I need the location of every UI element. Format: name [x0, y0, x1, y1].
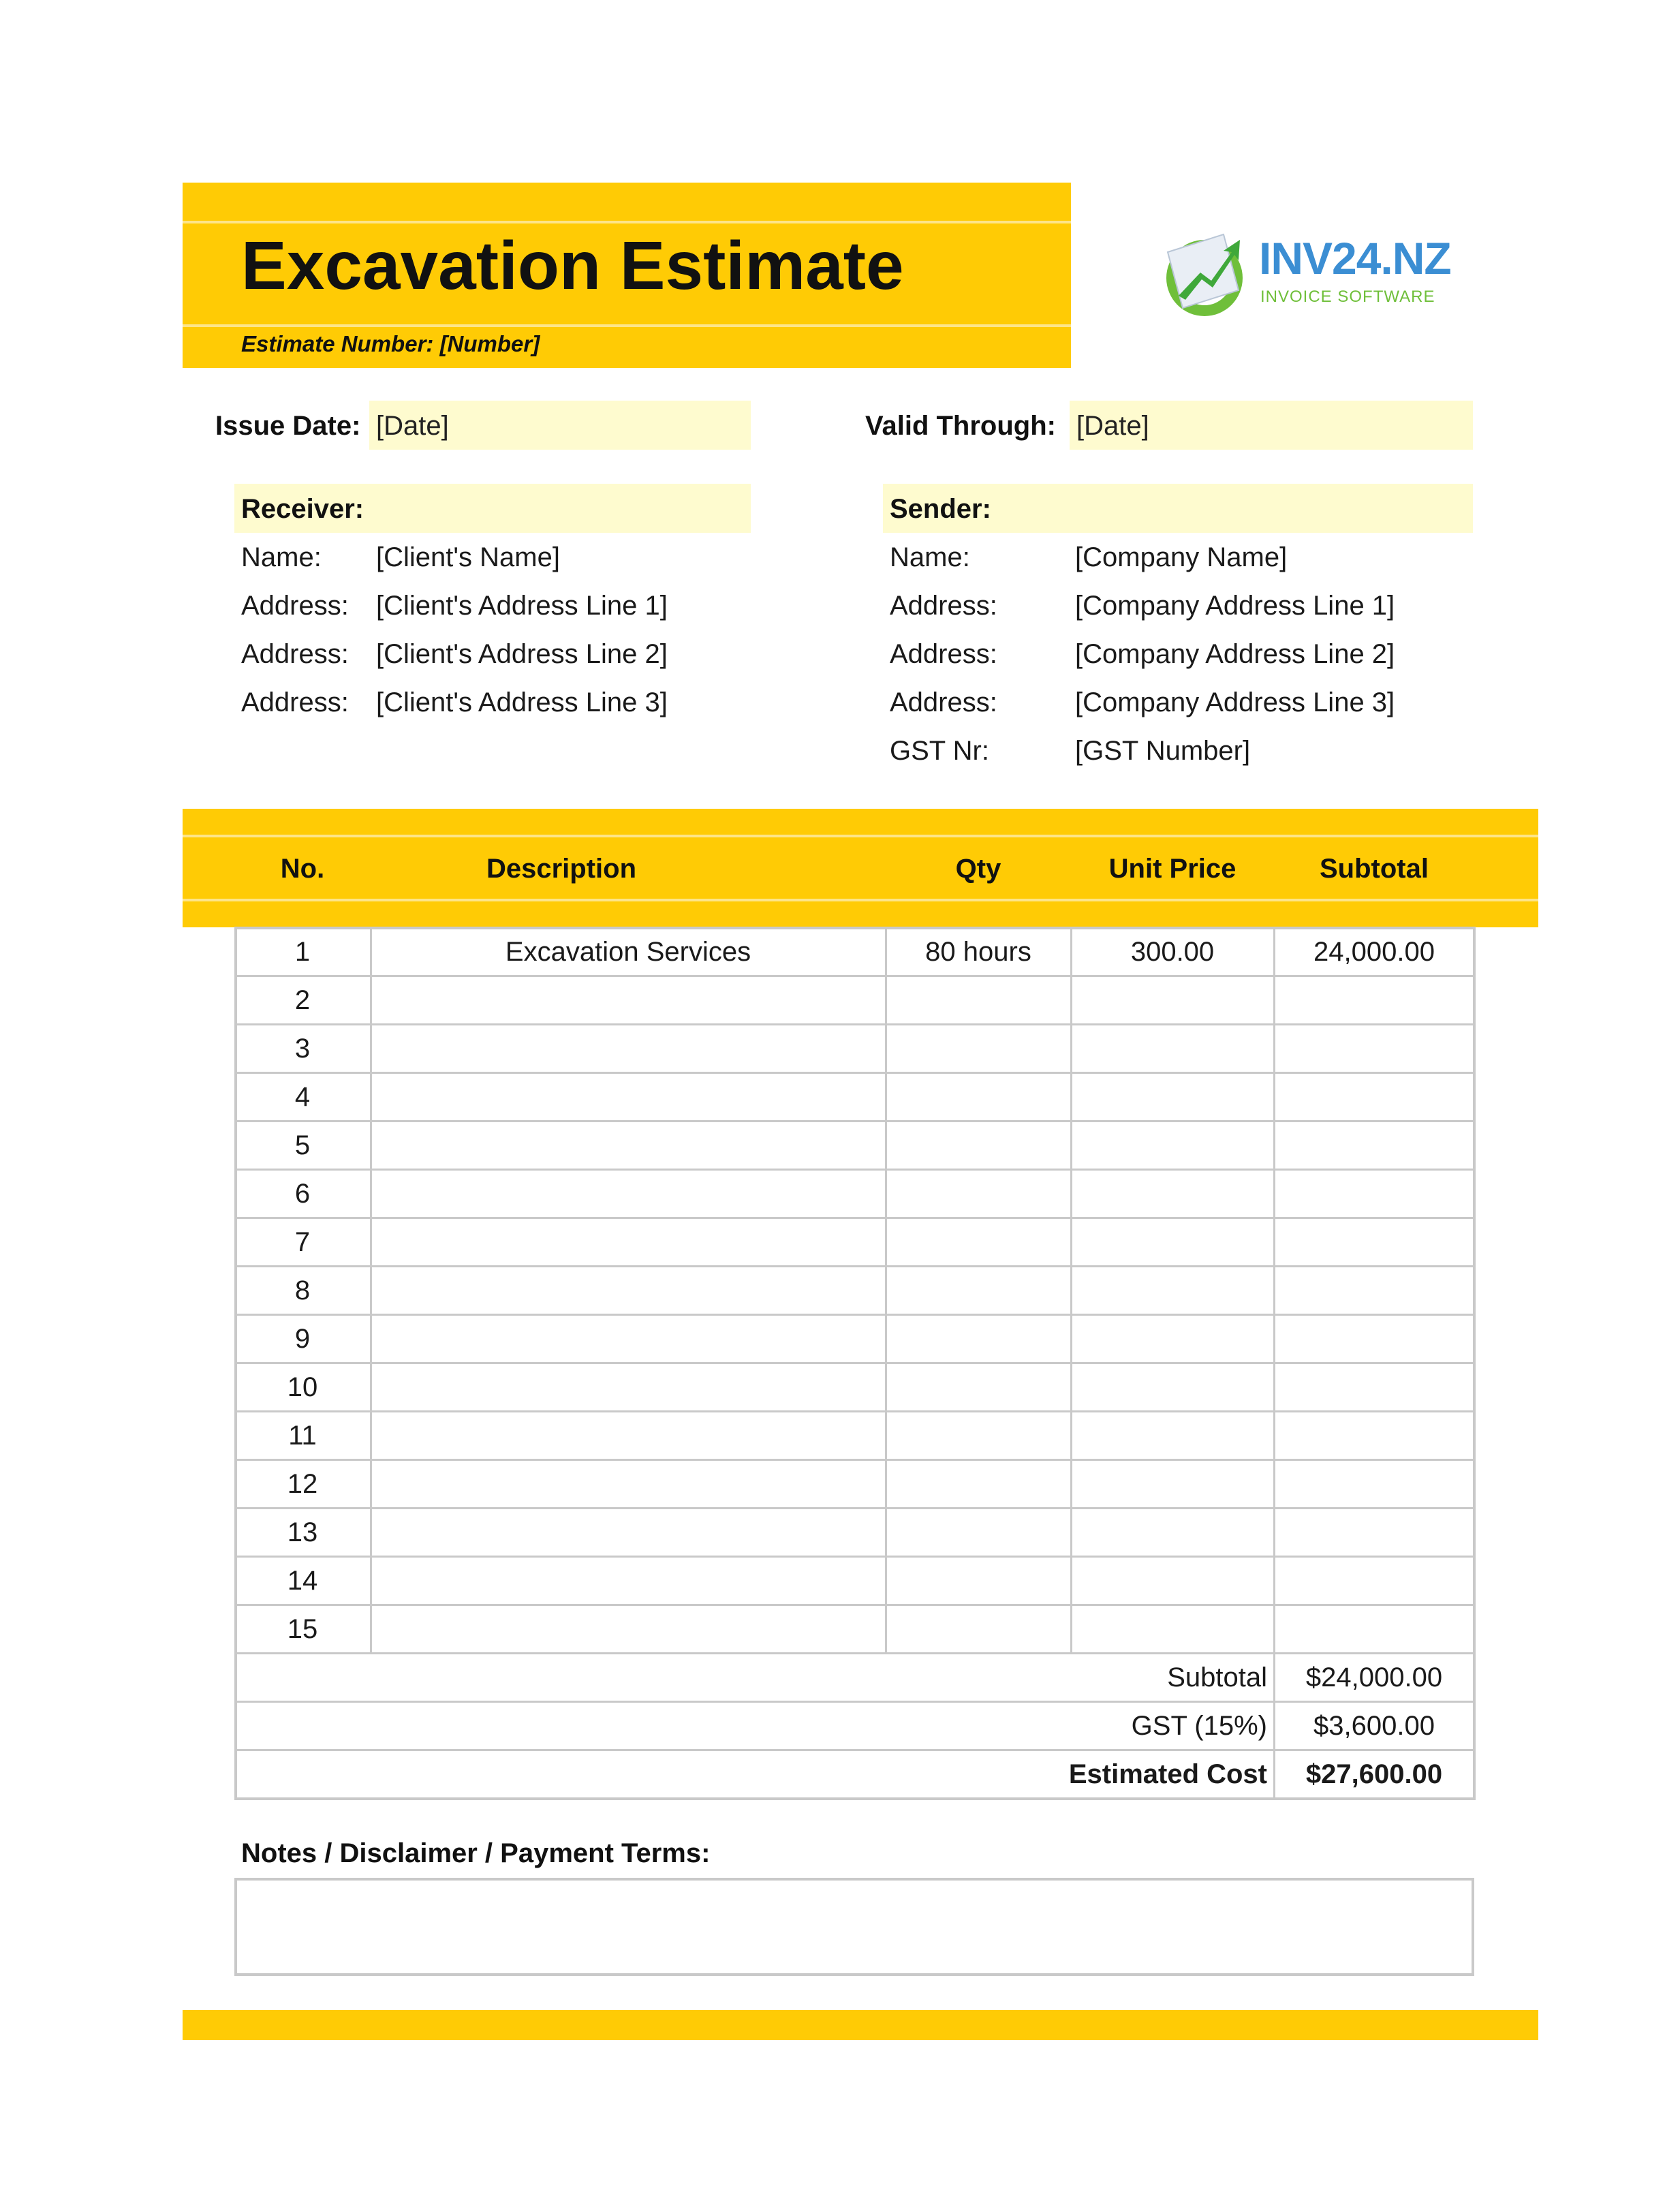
- receiver-label: Name:: [241, 542, 322, 572]
- table-header-rule-bottom: [183, 899, 1538, 901]
- table-row-divider: [234, 1507, 1476, 1509]
- valid-through-label: Valid Through:: [865, 411, 1056, 441]
- column-header-qty: Qty: [955, 854, 1001, 884]
- sender-heading-bar: [883, 484, 1473, 533]
- estimated-cost-value: $27,600.00: [1305, 1759, 1443, 1789]
- title-band-rule-top: [183, 221, 1071, 223]
- table-header-rule-top: [183, 835, 1538, 837]
- sender-label: Address:: [890, 687, 997, 717]
- sender-company-name[interactable]: [Company Name]: [1075, 542, 1288, 572]
- table-row-divider: [234, 1265, 1476, 1267]
- cell-no: 14: [287, 1566, 318, 1596]
- company-logo: [1158, 225, 1451, 320]
- table-row-divider: [234, 1314, 1476, 1316]
- title-band-rule-bottom: [183, 324, 1071, 327]
- sender-label: Address:: [890, 591, 997, 621]
- cell-no: 8: [294, 1275, 311, 1305]
- table-row-divider: [234, 1120, 1476, 1122]
- cell-no: 9: [294, 1324, 311, 1354]
- cell-no: 10: [287, 1372, 318, 1402]
- table-column-divider: [1070, 927, 1072, 1653]
- table-row-divider: [234, 1701, 1476, 1703]
- receiver-address-3[interactable]: [Client's Address Line 3]: [376, 687, 668, 717]
- table-row-divider: [234, 1797, 1476, 1800]
- sender-label: Name:: [890, 542, 970, 572]
- issue-date-label: Issue Date:: [215, 411, 361, 441]
- subtotal-label: Subtotal: [1167, 1663, 1267, 1692]
- receiver-label: Address:: [241, 687, 349, 717]
- logo-wordmark: INV24.NZ: [1259, 233, 1451, 283]
- gst-value: $3,600.00: [1313, 1711, 1435, 1741]
- gst-label: GST (15%): [1131, 1711, 1267, 1741]
- cell-no: 7: [294, 1227, 311, 1257]
- table-border-right: [1473, 927, 1476, 1798]
- sender-label: GST Nr:: [890, 736, 989, 766]
- table-row-divider: [234, 1749, 1476, 1751]
- receiver-heading: Receiver:: [241, 494, 364, 524]
- notes-label: Notes / Disclaimer / Payment Terms:: [241, 1838, 711, 1868]
- estimate-number: Estimate Number: [Number]: [241, 331, 540, 356]
- table-row-divider: [234, 1072, 1476, 1074]
- table-row-divider: [234, 1362, 1476, 1364]
- cell-no: 15: [287, 1614, 318, 1644]
- table-row-divider: [234, 1652, 1476, 1654]
- cell-no: 12: [287, 1469, 318, 1499]
- cell-no: 13: [287, 1517, 318, 1547]
- table-row-divider: [234, 1459, 1476, 1461]
- receiver-label: Address:: [241, 591, 349, 621]
- document-title: Excavation Estimate: [241, 228, 904, 304]
- receiver-address-1[interactable]: [Client's Address Line 1]: [376, 591, 668, 621]
- table-column-divider: [885, 927, 887, 1653]
- table-row-divider: [234, 975, 1476, 977]
- totals-column-divider: [1273, 1653, 1275, 1798]
- sender-heading: Sender:: [890, 494, 991, 524]
- cell-unit-price[interactable]: 300.00: [1130, 937, 1215, 967]
- receiver-heading-bar: [234, 484, 751, 533]
- column-header-subtotal: Subtotal: [1320, 854, 1429, 884]
- receiver-name[interactable]: [Client's Name]: [376, 542, 560, 572]
- issue-date-field[interactable]: [369, 401, 751, 450]
- cell-no: 1: [294, 937, 311, 967]
- sender-gst-number[interactable]: [GST Number]: [1075, 736, 1251, 766]
- receiver-label: Address:: [241, 639, 349, 669]
- table-row-divider: [234, 1169, 1476, 1171]
- table-row-divider: [234, 1604, 1476, 1606]
- issue-date-value: [Date]: [376, 411, 449, 441]
- table-row-divider: [234, 1023, 1476, 1025]
- valid-through-field[interactable]: [1070, 401, 1473, 450]
- column-header-description: Description: [486, 854, 637, 884]
- subtotal-value: $24,000.00: [1305, 1663, 1443, 1692]
- receiver-address-2[interactable]: [Client's Address Line 2]: [376, 639, 668, 669]
- notes-field[interactable]: [234, 1878, 1474, 1976]
- cell-no: 3: [294, 1034, 311, 1064]
- table-row-divider: [234, 1217, 1476, 1219]
- sender-address-1[interactable]: [Company Address Line 1]: [1075, 591, 1395, 621]
- invoice-growth-arrow-icon: [1158, 225, 1254, 320]
- table-row-divider: [234, 1556, 1476, 1558]
- sender-address-3[interactable]: [Company Address Line 3]: [1075, 687, 1395, 717]
- sender-label: Address:: [890, 639, 997, 669]
- footer-band: [183, 2010, 1538, 2040]
- cell-no: 2: [294, 985, 311, 1015]
- cell-qty[interactable]: 80 hours: [925, 937, 1031, 967]
- cell-description[interactable]: Excavation Services: [505, 937, 751, 967]
- column-header-no: No.: [280, 854, 325, 884]
- table-row-divider: [234, 1410, 1476, 1412]
- logo-tagline: INVOICE SOFTWARE: [1260, 288, 1435, 306]
- table-column-divider: [1273, 927, 1275, 1653]
- cell-no: 11: [288, 1421, 317, 1451]
- cell-no: 5: [294, 1130, 311, 1160]
- sender-address-2[interactable]: [Company Address Line 2]: [1075, 639, 1395, 669]
- estimated-cost-label: Estimated Cost: [1068, 1759, 1267, 1789]
- cell-subtotal[interactable]: 24,000.00: [1313, 937, 1435, 967]
- column-header-unit-price: Unit Price: [1108, 854, 1236, 884]
- valid-through-value: [Date]: [1076, 411, 1149, 441]
- cell-no: 4: [294, 1082, 311, 1112]
- cell-no: 6: [294, 1179, 311, 1209]
